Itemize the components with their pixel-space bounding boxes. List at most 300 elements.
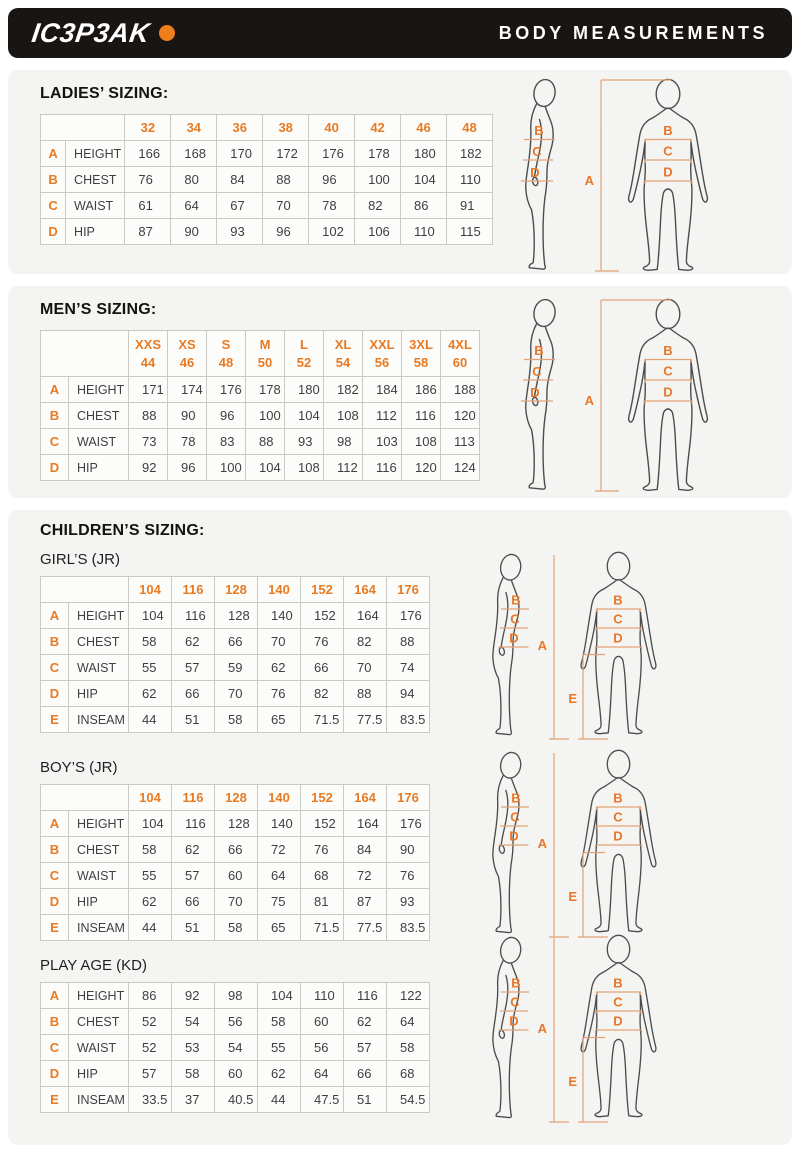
value-cell: 58 [172,1061,215,1087]
value-cell: 60 [301,1009,344,1035]
boys-content [40,749,430,941]
value-cell: 66 [215,629,258,655]
table-row [41,429,480,455]
value-cell: 74 [387,655,430,681]
table-row [41,889,430,915]
value-cell: 72 [344,863,387,889]
chest-label-front: B [613,975,623,990]
value-cell: 88 [387,629,430,655]
row-label-cell: INSEAM [69,915,129,941]
value-cell: 98 [324,429,363,455]
value-cell: 102 [309,219,355,245]
chest-label-side: B [534,123,544,138]
play-age-block [40,947,792,1119]
mens-measurement-diagram [493,296,728,498]
play-age-subtitle: PLAY AGE (KD) [40,957,147,974]
table-row [41,1087,430,1113]
value-cell: 52 [129,1009,172,1035]
table-row [41,915,430,941]
table-row [41,219,493,245]
value-cell: 90 [168,403,207,429]
corner-cell [41,785,129,811]
size-header-cell: 104 [129,785,172,811]
waist-label-side: C [510,994,520,1009]
value-cell: 103 [363,429,402,455]
waist-label-side: C [532,144,542,159]
value-cell: 180 [401,141,447,167]
value-cell: 57 [172,655,215,681]
value-cell: 104 [246,455,285,481]
value-cell: 180 [285,377,324,403]
value-cell: 87 [125,219,171,245]
inseam-label: E [568,1073,577,1089]
value-cell: 116 [172,811,215,837]
value-cell: 66 [301,655,344,681]
value-cell: 92 [129,455,168,481]
value-cell: 178 [355,141,401,167]
value-cell: 62 [258,655,301,681]
size-header-cell: 116 [172,577,215,603]
value-cell: 70 [258,629,301,655]
row-label-cell: HIP [69,889,129,915]
value-cell: 75 [258,889,301,915]
ladies-figure [493,76,728,274]
value-cell: 176 [387,603,430,629]
size-header-cell: 40 [309,115,355,141]
value-cell: 96 [263,219,309,245]
waist-line-front [645,160,691,163]
size-header-cell: 128 [215,577,258,603]
value-cell: 59 [215,655,258,681]
girls-figure [466,547,696,754]
row-letter-cell: D [41,219,66,245]
size-header-cell: 46 [401,115,447,141]
size-header-cell: 140 [258,577,301,603]
chest-label-front: B [663,123,673,138]
ladies-measurement-diagram [493,76,728,274]
value-cell: 182 [446,141,492,167]
row-label-cell: HEIGHT [69,603,129,629]
row-label-cell: WAIST [69,429,129,455]
table-row [41,863,430,889]
value-cell: 164 [344,811,387,837]
value-cell: 116 [402,403,441,429]
value-cell: 68 [301,863,344,889]
inseam-line [578,852,608,937]
size-header-cell: 176 [387,577,430,603]
value-cell: 98 [215,983,258,1009]
value-cell: 51 [344,1087,387,1113]
value-cell: 91 [446,193,492,219]
value-cell: 44 [258,1087,301,1113]
size-header-cell: 104 [129,577,172,603]
value-cell: 178 [246,377,285,403]
value-cell: 76 [301,837,344,863]
row-letter-cell: B [41,629,69,655]
value-cell: 67 [217,193,263,219]
height-line [549,555,569,739]
value-cell: 128 [215,603,258,629]
hip-label-front: D [663,164,673,180]
table-row [41,837,430,863]
value-cell: 186 [402,377,441,403]
table-row [41,811,430,837]
hip-line-front [596,845,642,848]
value-cell: 73 [129,429,168,455]
value-cell: 82 [344,629,387,655]
body-measurements-sheet [0,8,800,1163]
value-cell: 82 [301,681,344,707]
table-row [41,983,430,1009]
value-cell: 51 [172,915,215,941]
value-cell: 171 [129,377,168,403]
value-cell: 58 [215,915,258,941]
value-cell: 70 [215,681,258,707]
table-row [41,167,493,193]
size-header-row [41,785,430,811]
table-row [41,629,430,655]
value-cell: 54 [172,1009,215,1035]
value-cell: 58 [129,629,172,655]
girls-measurement-diagram [466,547,696,749]
value-cell: 66 [215,837,258,863]
row-letter-cell: D [41,889,69,915]
row-label-cell: WAIST [66,193,125,219]
value-cell: 62 [172,629,215,655]
value-cell: 94 [387,681,430,707]
value-cell: 56 [215,1009,258,1035]
value-cell: 88 [344,681,387,707]
value-cell: 65 [258,707,301,733]
waist-label-side: C [532,364,542,379]
value-cell: 82 [355,193,401,219]
value-cell: 55 [129,655,172,681]
value-cell: 90 [387,837,430,863]
value-cell: 166 [125,141,171,167]
icepeak-logo [29,17,175,49]
value-cell: 60 [215,1061,258,1087]
row-label-cell: HEIGHT [69,983,129,1009]
boys-figure [466,745,696,952]
value-cell: 83.5 [387,915,430,941]
value-cell: 81 [301,889,344,915]
play-age-figure [466,930,696,1137]
value-cell: 70 [344,655,387,681]
value-cell: 77.5 [344,915,387,941]
boys-block [40,749,792,947]
value-cell: 128 [215,811,258,837]
value-cell: 96 [207,403,246,429]
hip-line-front [596,647,642,650]
mens-content [40,301,480,498]
row-letter-cell: E [41,915,69,941]
chest-label-front: B [663,343,673,358]
ladies-content [40,85,493,274]
size-header-cell: 4XL 60 [441,331,480,377]
value-cell: 96 [168,455,207,481]
row-letter-cell: E [41,707,69,733]
waist-label-front: C [613,994,623,1009]
value-cell: 33.5 [129,1087,172,1113]
value-cell: 104 [401,167,447,193]
logo-text: IC3P3AK [29,17,152,48]
value-cell: 58 [129,837,172,863]
value-cell: 55 [129,863,172,889]
row-label-cell: HEIGHT [66,141,125,167]
value-cell: 112 [363,403,402,429]
value-cell: 68 [387,1061,430,1087]
play-age-sizing-table [40,982,430,1113]
hip-label-front: D [613,630,623,645]
waist-label-front: C [613,809,623,824]
inseam-label: E [568,888,577,904]
play-age-content [40,947,430,1113]
childrens-heading: CHILDREN’S SIZING: [40,522,205,539]
value-cell: 71.5 [301,707,344,733]
value-cell: 84 [344,837,387,863]
value-cell: 58 [215,707,258,733]
value-cell: 116 [172,603,215,629]
value-cell: 64 [301,1061,344,1087]
value-cell: 62 [129,681,172,707]
inseam-label: E [568,690,577,706]
value-cell: 83.5 [387,707,430,733]
size-header-cell: 152 [301,577,344,603]
value-cell: 115 [446,219,492,245]
table-row [41,1009,430,1035]
value-cell: 54 [215,1035,258,1061]
value-cell: 104 [285,403,324,429]
hip-label-front: D [613,828,623,843]
chest-line-front [645,140,691,143]
value-cell: 70 [263,193,309,219]
waist-label-front: C [613,611,623,626]
table-row [41,193,493,219]
value-cell: 86 [401,193,447,219]
value-cell: 184 [363,377,402,403]
value-cell: 174 [168,377,207,403]
table-row [41,655,430,681]
size-header-cell: 128 [215,785,258,811]
corner-cell [41,331,129,377]
value-cell: 152 [301,811,344,837]
value-cell: 58 [387,1035,430,1061]
row-letter-cell: B [41,837,69,863]
row-label-cell: HIP [66,219,125,245]
row-letter-cell: D [41,1061,69,1087]
value-cell: 64 [258,863,301,889]
value-cell: 80 [171,167,217,193]
ladies-section [8,70,792,274]
height-label: A [537,835,547,851]
value-cell: 66 [172,681,215,707]
row-letter-cell: D [41,681,69,707]
value-cell: 76 [125,167,171,193]
ladies-sizing-table [40,114,493,245]
hip-line-front [644,401,692,404]
table-row [41,455,480,481]
mens-heading: MEN’S SIZING: [40,301,157,318]
boys-measurement-diagram [466,745,696,947]
value-cell: 78 [309,193,355,219]
row-letter-cell: C [41,1035,69,1061]
value-cell: 57 [172,863,215,889]
value-cell: 120 [402,455,441,481]
hip-line-front [644,181,692,184]
value-cell: 62 [172,837,215,863]
value-cell: 120 [441,403,480,429]
waist-label-side: C [510,809,520,824]
value-cell: 86 [129,983,172,1009]
row-label-cell: CHEST [69,837,129,863]
value-cell: 65 [258,915,301,941]
size-header-cell: 38 [263,115,309,141]
row-letter-cell: C [41,429,69,455]
value-cell: 108 [402,429,441,455]
value-cell: 176 [309,141,355,167]
size-header-cell: 140 [258,785,301,811]
size-header-cell: 3XL 58 [402,331,441,377]
ladies-heading: LADIES’ SIZING: [40,85,169,102]
inseam-line [578,654,608,739]
chest-label-side: B [534,343,544,358]
hip-label-side: D [509,828,519,843]
value-cell: 88 [263,167,309,193]
value-cell: 52 [129,1035,172,1061]
table-row [41,377,480,403]
boys-subtitle: BOY’S (JR) [40,759,118,776]
corner-cell [41,577,129,603]
size-header-cell: 152 [301,785,344,811]
row-letter-cell: C [41,655,69,681]
mens-section [8,286,792,498]
row-label-cell: HIP [69,681,129,707]
value-cell: 66 [172,889,215,915]
size-header-cell: XS 46 [168,331,207,377]
value-cell: 93 [387,889,430,915]
row-letter-cell: A [41,377,69,403]
value-cell: 58 [258,1009,301,1035]
row-label-cell: CHEST [69,1009,129,1035]
value-cell: 40.5 [215,1087,258,1113]
size-header-row [41,331,480,377]
value-cell: 47.5 [301,1087,344,1113]
table-row [41,681,430,707]
row-letter-cell: B [41,167,66,193]
size-header-row [41,115,493,141]
size-header-row [41,577,430,603]
row-letter-cell: A [41,141,66,167]
size-header-cell: 42 [355,115,401,141]
chest-line-front [645,360,691,363]
value-cell: 87 [344,889,387,915]
size-header-cell: 176 [387,785,430,811]
height-line [549,753,569,937]
value-cell: 66 [344,1061,387,1087]
value-cell: 64 [387,1009,430,1035]
value-cell: 96 [309,167,355,193]
value-cell: 104 [258,983,301,1009]
value-cell: 116 [363,455,402,481]
hip-label-side: D [530,165,540,180]
row-letter-cell: C [41,193,66,219]
size-header-cell: 116 [172,785,215,811]
row-letter-cell: B [41,403,69,429]
row-label-cell: WAIST [69,655,129,681]
value-cell: 78 [168,429,207,455]
row-letter-cell: C [41,863,69,889]
row-label-cell: HIP [69,455,129,481]
value-cell: 88 [129,403,168,429]
value-cell: 76 [258,681,301,707]
row-letter-cell: A [41,811,69,837]
chest-label-side: B [511,790,521,805]
waist-label-side: C [510,611,520,626]
row-letter-cell: D [41,455,69,481]
page-title: BODY MEASUREMENTS [498,22,768,43]
value-cell: 62 [258,1061,301,1087]
value-cell: 76 [387,863,430,889]
chest-label-front: B [613,790,623,805]
row-label-cell: CHEST [66,167,125,193]
value-cell: 110 [446,167,492,193]
size-header-cell: 164 [344,785,387,811]
row-letter-cell: A [41,983,69,1009]
value-cell: 110 [401,219,447,245]
value-cell: 164 [344,603,387,629]
value-cell: 140 [258,811,301,837]
row-letter-cell: A [41,603,69,629]
value-cell: 76 [301,629,344,655]
value-cell: 168 [171,141,217,167]
value-cell: 62 [344,1009,387,1035]
value-cell: 100 [207,455,246,481]
chest-label-side: B [511,592,521,607]
value-cell: 56 [301,1035,344,1061]
value-cell: 44 [129,915,172,941]
hip-label-front: D [663,384,673,400]
value-cell: 106 [355,219,401,245]
value-cell: 57 [344,1035,387,1061]
value-cell: 104 [129,811,172,837]
value-cell: 112 [324,455,363,481]
value-cell: 53 [172,1035,215,1061]
value-cell: 60 [215,863,258,889]
size-header-cell: 36 [217,115,263,141]
logo-dot-icon [159,25,175,41]
row-label-cell: HEIGHT [69,811,129,837]
value-cell: 71.5 [301,915,344,941]
waist-label-front: C [663,143,673,159]
value-cell: 51 [172,707,215,733]
chest-label-front: B [613,592,623,607]
value-cell: 116 [344,983,387,1009]
value-cell: 152 [301,603,344,629]
row-letter-cell: E [41,1087,69,1113]
row-label-cell: HIP [69,1061,129,1087]
waist-line-front [645,380,691,383]
value-cell: 113 [441,429,480,455]
boys-sizing-table [40,784,430,941]
inseam-line [578,1037,608,1122]
table-row [41,141,493,167]
row-letter-cell: B [41,1009,69,1035]
value-cell: 77.5 [344,707,387,733]
table-row [41,603,430,629]
row-label-cell: CHEST [69,403,129,429]
play-age-measurement-diagram [466,930,696,1132]
value-cell: 64 [171,193,217,219]
